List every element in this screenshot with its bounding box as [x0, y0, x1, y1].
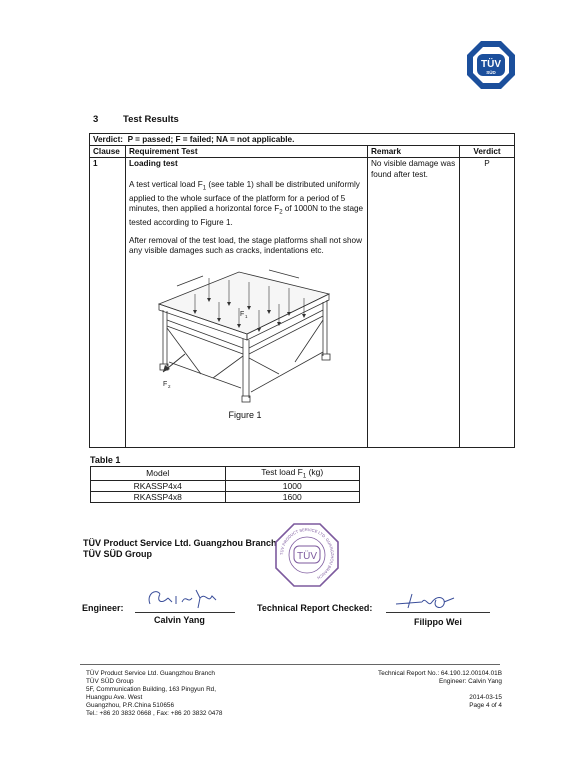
figure-f1-label: F [240, 310, 245, 318]
engineer-name: Calvin Yang [154, 615, 205, 625]
header-remark: Remark [368, 146, 460, 158]
logo-text: TÜV [481, 59, 501, 70]
test-results-table [89, 133, 515, 448]
checker-name: Filippo Wei [414, 617, 462, 627]
stamp-center-text: TÜV [297, 551, 317, 562]
engineer-signature [142, 584, 222, 612]
section-number: 3 [93, 114, 99, 125]
organization-block [83, 538, 277, 560]
logo-sub-text: SÜD [486, 70, 496, 75]
section-title [93, 114, 179, 125]
section-title-text: Test Results [123, 114, 179, 125]
organization-name: TÜV Product Service Ltd. Guangzhou Branch [83, 538, 277, 548]
table1-header-load: Test load $F_1$ (kg) [225, 467, 360, 481]
header-requirement: Requirement Test [126, 146, 368, 158]
requirement-title: Loading test [129, 159, 178, 168]
header-clause: Clause [90, 146, 126, 158]
footer-page-number: Page 4 of 4 [469, 702, 502, 709]
header-verdict: Verdict [460, 146, 515, 158]
table1 [90, 466, 360, 503]
stage-load-figure [129, 264, 361, 422]
table1-load: 1600 [225, 491, 360, 502]
table1-header-model: Model [91, 467, 226, 481]
figure-f2-label: F [163, 380, 168, 388]
checked-label: Technical Report Checked: [257, 603, 373, 613]
requirement-paragraph-2: After removal of the test load, the stage platforms shall not show any visible damages such as cracks, indentations etc. [129, 235, 363, 256]
verdict-legend-label: Verdict: [93, 135, 124, 144]
requirement-cell [126, 158, 368, 448]
table1-title: Table 1 [90, 455, 121, 465]
row-clause: 1 [90, 158, 126, 448]
footer-date: 2014-03-15 [469, 694, 502, 701]
organization-group: TÜV SÜD Group [83, 549, 152, 559]
row-remark: No visible damage was found after test. [368, 158, 460, 448]
engineer-label: Engineer: [82, 603, 124, 613]
table1-model: RKASSP4x8 [91, 491, 226, 502]
footer-engineer: Engineer: Calvin Yang [438, 678, 502, 685]
table-row [91, 491, 360, 502]
verdict-legend [90, 134, 515, 146]
figure-f2-sub: 2 [168, 383, 171, 389]
footer-report-number: Technical Report No.: 64.190.12.00104.01B [378, 670, 502, 677]
stamp-ring-text: TÜV PRODUCT SERVICE LTD. GUANGZHOU BRANCH [278, 526, 336, 581]
row-verdict: P [460, 158, 515, 448]
table-header-row [90, 146, 515, 158]
verdict-legend-text: P = passed; F = failed; NA = not applicable. [127, 135, 295, 144]
company-stamp [274, 522, 340, 588]
checker-signature [392, 588, 472, 614]
table-row [90, 158, 515, 448]
table1-load: 1000 [225, 480, 360, 491]
tuv-sud-logo [466, 40, 516, 90]
figure-f1-sub: 1 [245, 313, 248, 319]
footer-address: TÜV Product Service Ltd. Guangzhou Branch TÜV SÜD Group 5F, Communication Building, 163 Pingyun Rd, Huangpu Ave. West Guangzhou, P.R.China 510656 Tel.: +86 20 3832 0668 , Fax: +86 20 3832 0478 [86, 670, 223, 717]
verdict-legend-row [90, 134, 515, 146]
table-row [91, 480, 360, 491]
table1-header-row [91, 467, 360, 481]
footer-report-info [352, 670, 502, 710]
figure-caption: Figure 1 [228, 409, 262, 420]
footer-divider [80, 664, 500, 665]
table1-model: RKASSP4x4 [91, 480, 226, 491]
requirement-paragraph-1: A test vertical load $F_1$ (see table 1) shall be distributed uniformly applied to the whole surface of the platform for a period of 5 minutes, then applied a horizontal force $F_2$ of 1000N to the stage tested according to Figure 1. [129, 179, 364, 228]
